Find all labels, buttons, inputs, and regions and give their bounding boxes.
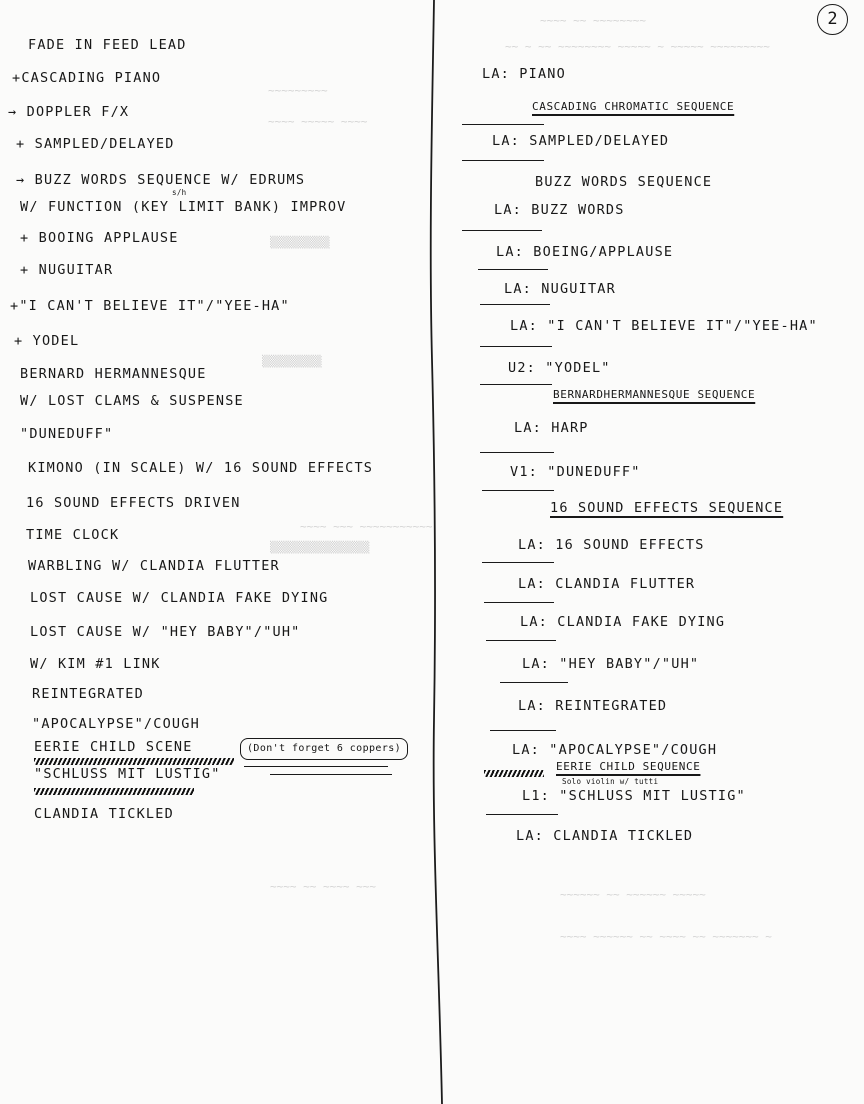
left-line: "APOCALYPSE"/COUGH: [32, 716, 200, 732]
left-line: EERIE CHILD SCENE: [34, 739, 193, 755]
left-line: FADE IN FEED LEAD: [28, 37, 187, 53]
left-line: + NUGUITAR: [20, 262, 114, 278]
underline-rule: [486, 814, 558, 815]
left-line: CLANDIA TICKLED: [34, 806, 174, 822]
right-line: L1: "SCHLUSS MIT LUSTIG": [522, 788, 746, 804]
underline-rule: [480, 452, 554, 453]
right-line: LA: CLANDIA FAKE DYING: [520, 614, 726, 630]
right-line: LA: HARP: [514, 420, 589, 436]
left-line: KIMONO (IN SCALE) W/ 16 SOUND EFFECTS: [28, 460, 374, 476]
scribble-strikeout: [34, 788, 194, 795]
underline-rule: [478, 269, 548, 270]
right-line: LA: BOEING/APPLAUSE: [496, 244, 674, 260]
right-line: LA: REINTEGRATED: [518, 698, 668, 714]
left-line: LOST CAUSE W/ "HEY BABY"/"UH": [30, 624, 301, 640]
right-line: 16 SOUND EFFECTS SEQUENCE: [550, 500, 784, 516]
left-line: BERNARD HERMANNESQUE: [20, 366, 207, 382]
right-line: U2: "YODEL": [508, 360, 611, 376]
right-line: BERNARDHERMANNESQUE SEQUENCE: [553, 388, 756, 401]
underline-rule: [244, 766, 388, 767]
right-line: LA: PIANO: [482, 66, 566, 82]
underline-rule: [480, 346, 552, 347]
left-line: + SAMPLED/DELAYED: [16, 136, 175, 152]
boxed-note: (Don't forget 6 coppers): [240, 738, 408, 760]
underline-rule: [482, 562, 554, 563]
left-line: → BUZZ WORDS SEQUENCE W/ EDRUMS: [16, 172, 306, 188]
right-line: LA: SAMPLED/DELAYED: [492, 133, 670, 149]
underline-rule: [490, 730, 556, 731]
left-line: W/ FUNCTION (KEY LIMIT BANK) IMPROV: [20, 199, 347, 215]
underline-rule: [480, 304, 550, 305]
underline-rule: [462, 160, 544, 161]
right-line: EERIE CHILD SEQUENCE: [556, 760, 701, 773]
left-line: + YODEL: [14, 333, 80, 349]
underline-rule: [482, 490, 554, 491]
right-line: LA: "I CAN'T BELIEVE IT"/"YEE-HA": [510, 318, 818, 334]
right-line: V1: "DUNEDUFF": [510, 464, 641, 480]
left-line: +CASCADING PIANO: [12, 70, 162, 86]
underline-rule: [480, 384, 552, 385]
scribble-strikeout: [34, 758, 234, 765]
left-line: REINTEGRATED: [32, 686, 144, 702]
scribble-strikeout: [484, 770, 544, 777]
underline-rule: [500, 682, 568, 683]
underline-rule: [486, 640, 556, 641]
right-line: LA: BUZZ WORDS: [494, 202, 625, 218]
underline-rule: [270, 774, 392, 775]
left-line: + BOOING APPLAUSE: [20, 230, 179, 246]
left-line: LOST CAUSE W/ CLANDIA FAKE DYING: [30, 590, 329, 606]
left-line: +"I CAN'T BELIEVE IT"/"YEE-HA": [10, 298, 290, 314]
scanned-page: ~~~~ ~~ ~~~~~~~~ ~~ ~ ~~ ~~~~~~~~ ~~~~~ ~ ~~~~~ ~~~~~~~~~ ~~~~~~~~~ ~~~~ ~~~~~ ~~~~ ▒▒▒▒▒▒▒▒▒ ▒▒▒▒▒▒▒▒▒ ~~~~ ~~~ ~~~~~~~~~~~ ▒▒▒▒▒▒▒▒▒▒▒▒▒▒▒ ~~~~~~ ~~ ~~~~~~ ~~~~~ ~~~~ ~~~~~~ ~~ ~~~~ ~~ ~~~~~~~ ~ ~~~~ ~~ ~~~~ ~~~ 2 FADE IN FEED LEAD +CASCADING PIANO → DOPPLER F/X + SAMPLED/DELAYED → BUZZ WORDS SEQUENCE W/ EDRUMS s/h W/ FUNCTION (KEY LIMIT BANK) IMPROV + BOOING APPLAUSE + NUGUITAR +"I CAN'T BELIEVE IT"/"YEE-HA" + YODEL BERNARD HERMANNESQUE W/ LOST CLAMS & SUSPENSE "DUNEDUFF" KIMONO (IN SCALE) W/ 16 SOUND EFFECTS 16 SOUND EFFECTS DRIVEN TIME CLOCK WARBLING W/ CLANDIA FLUTTER LOST CAUSE W/ CLANDIA FAKE DYING LOST CAUSE W/ "HEY BABY"/"UH" W/ KIM #1 LINK REINTEGRATED "APOCALYPSE"/COUGH EERIE CHILD SCENE "SCHLUSS MIT LUSTIG" CLANDIA TICKLED (Don't forget 6 coppers) LA: PIANO CASCADING CHROMATIC SEQUENCE LA: SAMPLED/DELAYED BUZZ WORDS SEQUENCE LA: BUZZ WORDS LA: BOEING/APPLAUSE LA: NUGUITAR LA: "I CAN'T BELIEVE IT"/"YEE-HA" U2: "YODEL" BERNARDHERMANNESQUE SEQUENCE LA: HARP V1: "DUNEDUFF" 16 SOUND EFFECTS SEQUENCE LA: 16 SOUND EFFECTS LA: CLANDIA FLUTTER LA: CLANDIA FAKE DYING LA: "HEY BABY"/"UH" LA: REINTEGRATED LA: "APOCALYPSE"/COUGH EERIE CHILD SEQUENCE Solo violin w/ tutti L1: "SCHLUSS MIT LUSTIG" LA: CLANDIA TICKLED: [0, 0, 864, 1104]
right-line: LA: "HEY BABY"/"UH": [522, 656, 700, 672]
left-sh-note: s/h: [172, 188, 187, 197]
right-line: LA: 16 SOUND EFFECTS: [518, 537, 705, 553]
right-line: LA: "APOCALYPSE"/COUGH: [512, 742, 718, 758]
left-line: 16 SOUND EFFECTS DRIVEN: [26, 495, 241, 511]
right-line: LA: CLANDIA FLUTTER: [518, 576, 696, 592]
left-line: W/ KIM #1 LINK: [30, 656, 161, 672]
left-line: TIME CLOCK: [26, 527, 120, 543]
right-line: LA: CLANDIA TICKLED: [516, 828, 694, 844]
left-line: WARBLING W/ CLANDIA FLUTTER: [28, 558, 280, 574]
page-number-circle: 2: [817, 4, 848, 35]
underline-rule: [484, 602, 554, 603]
left-line: "DUNEDUFF": [20, 426, 114, 442]
left-line: "SCHLUSS MIT LUSTIG": [34, 766, 221, 782]
left-line: W/ LOST CLAMS & SUSPENSE: [20, 393, 244, 409]
right-line: LA: NUGUITAR: [504, 281, 616, 297]
underline-rule: [462, 230, 542, 231]
right-line: BUZZ WORDS SEQUENCE: [535, 174, 713, 190]
right-line-small: Solo violin w/ tutti: [562, 777, 659, 786]
left-line: → DOPPLER F/X: [8, 104, 130, 120]
underline-rule: [462, 124, 544, 125]
right-line: CASCADING CHROMATIC SEQUENCE: [532, 100, 735, 113]
